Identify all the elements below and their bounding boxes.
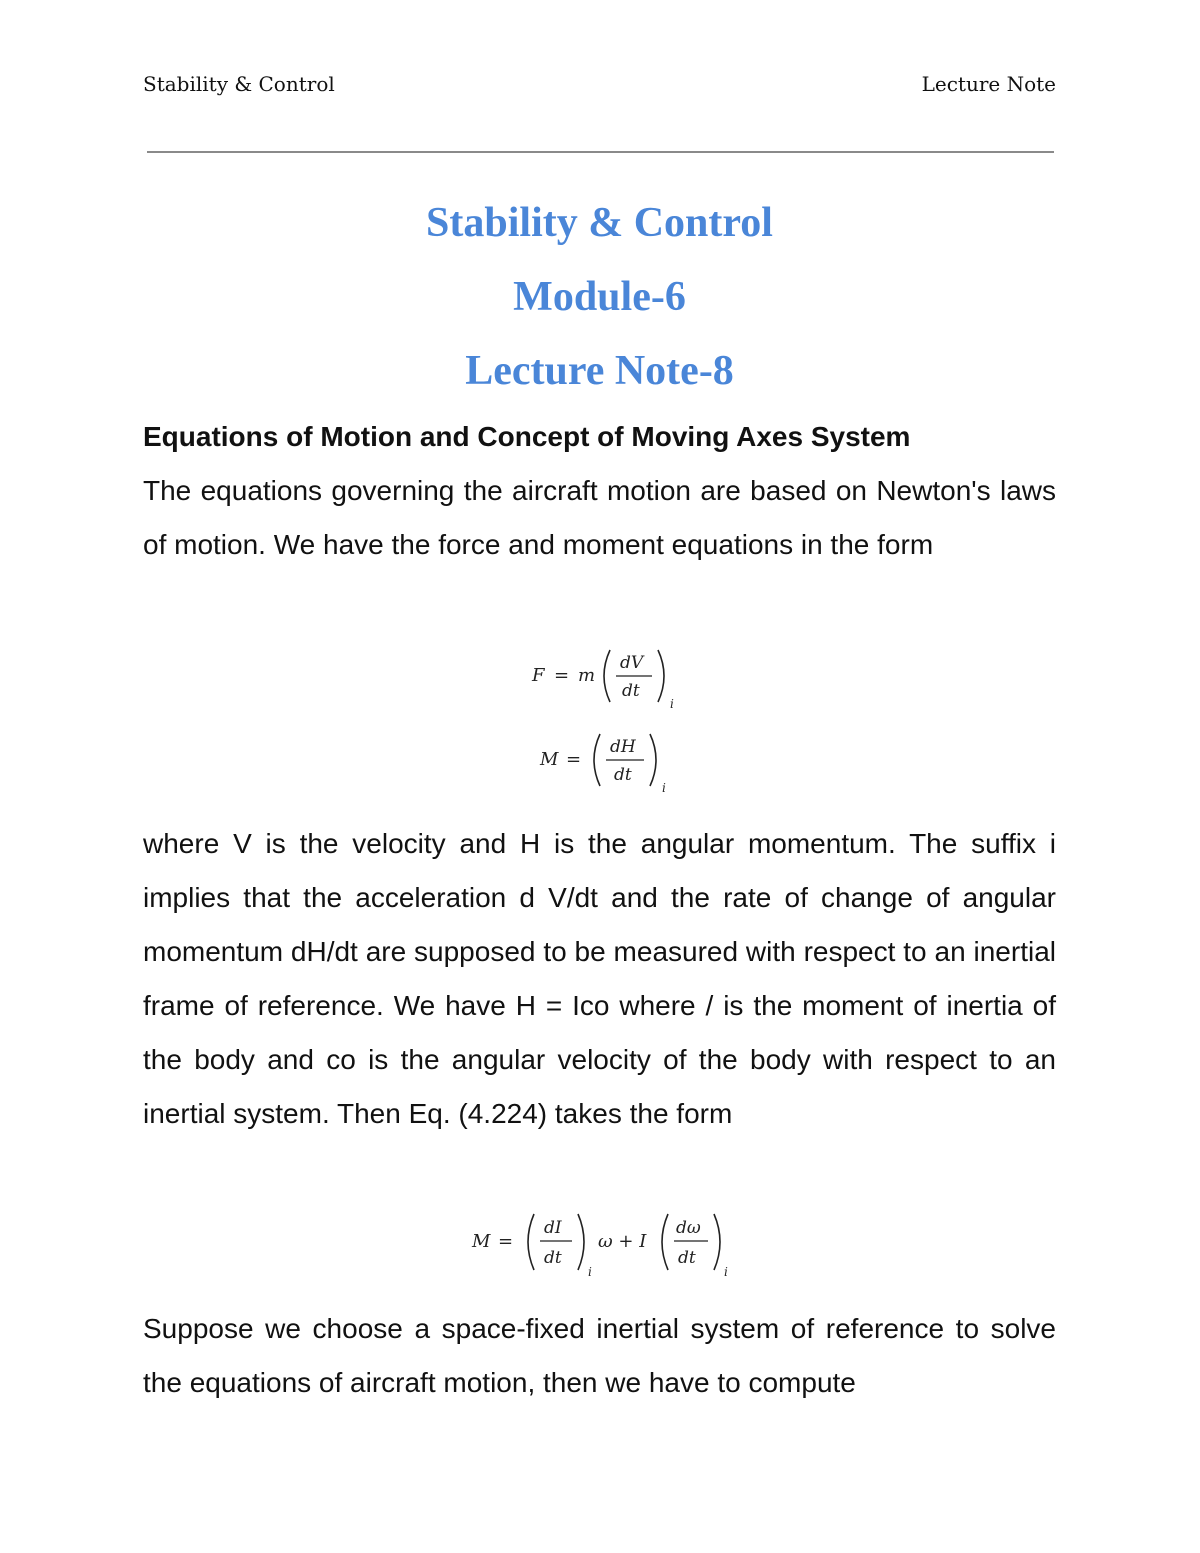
eq2-equals: = xyxy=(566,749,582,770)
eq1-equals: = xyxy=(554,665,570,686)
eq3-middle-term: ω + I xyxy=(598,1231,647,1252)
eq2-subscript: i xyxy=(662,781,666,795)
eq3-denominator-2: dt xyxy=(678,1248,696,1268)
eq3-right-paren-2 xyxy=(714,1214,720,1270)
eq3-left-paren-2 xyxy=(662,1214,668,1270)
eq1-coef: m xyxy=(578,665,596,686)
equation-moment xyxy=(538,728,678,798)
equation-force xyxy=(530,644,690,714)
eq2-denominator: dt xyxy=(614,765,632,785)
eq2-right-paren xyxy=(650,734,656,786)
header-left-text: Stability & Control xyxy=(143,72,335,96)
eq3-subscript-2: i xyxy=(724,1265,728,1279)
eq1-numerator: dV xyxy=(620,653,644,673)
header-divider xyxy=(147,151,1054,153)
eq3-equals: = xyxy=(498,1231,514,1252)
paragraph-intro: The equations governing the aircraft motion are based on Newton's laws of motion. We have the force and moment equations in the form xyxy=(143,475,1056,560)
paragraph-continuation: Suppose we choose a space-fixed inertial system of reference to solve the equations of aircraft motion, then we have to compute xyxy=(143,1313,1056,1398)
eq1-lhs: F xyxy=(532,665,545,686)
eq3-subscript-1: i xyxy=(588,1265,592,1279)
eq3-right-paren-1 xyxy=(578,1214,584,1270)
eq1-left-paren xyxy=(604,650,610,702)
document-title: Stability & Control xyxy=(426,200,773,246)
eq2-numerator: dH xyxy=(610,737,636,757)
eq2-left-paren xyxy=(594,734,600,786)
running-header xyxy=(143,72,1056,102)
eq3-numerator-2: dω xyxy=(676,1218,701,1238)
lecture-title: Lecture Note-8 xyxy=(465,348,734,394)
paragraph-explanation: where V is the velocity and H is the angular momentum. The suffix i implies that the acceleration d V/dt and the rate of change of angular momentum dH/dt are supposed to be measured with respect to an inertial frame of reference. We have H = Ico where / is the moment of inertia of the body and co is the angular velocity of the body with respect to an inertial system. Then Eq. (4.224) takes the form xyxy=(143,828,1056,1129)
eq2-lhs: M xyxy=(540,749,559,770)
eq1-subscript: i xyxy=(670,697,674,711)
section-heading: Equations of Motion and Concept of Moving Axes System xyxy=(143,421,911,452)
equation-moment-expanded xyxy=(470,1208,740,1280)
eq3-left-paren-1 xyxy=(528,1214,534,1270)
eq3-lhs: M xyxy=(472,1231,491,1252)
eq1-right-paren xyxy=(658,650,664,702)
eq3-denominator-1: dt xyxy=(544,1248,562,1268)
eq3-numerator-1: dI xyxy=(544,1218,562,1238)
header-right-text: Lecture Note xyxy=(921,72,1056,96)
module-title: Module-6 xyxy=(513,274,686,320)
eq1-denominator: dt xyxy=(622,681,640,701)
